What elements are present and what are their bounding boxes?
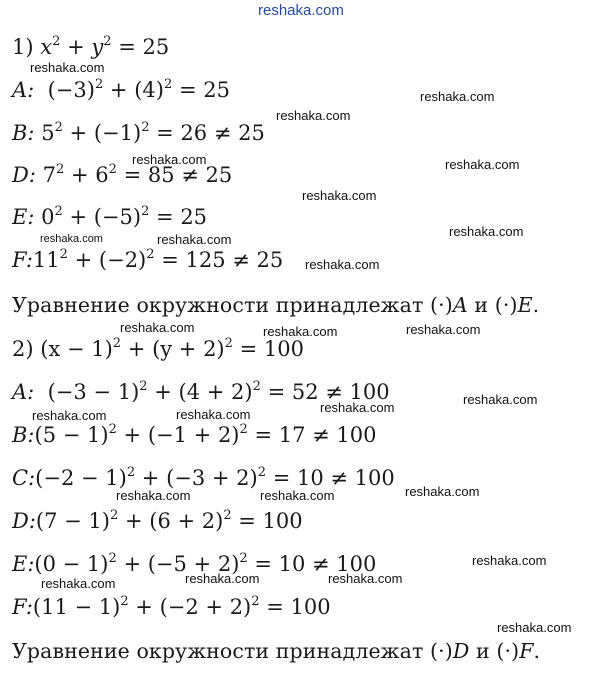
part1-point-b	[12, 120, 265, 146]
term-1: 0	[41, 205, 55, 229]
exponent: 2	[141, 204, 150, 219]
watermark: reshaka.com	[32, 408, 107, 423]
part2-point-f	[12, 594, 331, 620]
exponent: 2	[54, 120, 63, 135]
term-2: (6 + 2)	[149, 509, 224, 533]
point-name: E	[517, 293, 533, 317]
term-1: (−2 − 1)	[35, 466, 127, 490]
watermark: reshaka.com	[320, 400, 395, 415]
term-1: (0 − 1)	[34, 552, 109, 576]
exponent: 2	[52, 34, 61, 49]
exponent: 2	[94, 77, 104, 92]
watermark: reshaka.com	[263, 324, 338, 339]
watermark: reshaka.com	[497, 620, 572, 635]
operator: +	[69, 121, 88, 145]
var-x: x	[40, 35, 53, 59]
term-2: (−5)	[93, 205, 142, 229]
watermark: reshaka.com	[116, 488, 191, 503]
point-label: A:	[12, 78, 35, 102]
watermark: reshaka.com	[328, 571, 403, 586]
operator: +	[67, 35, 85, 59]
watermark: reshaka.com	[472, 553, 547, 568]
equation-rhs: = 100	[239, 337, 304, 361]
operator: +	[154, 380, 172, 404]
exponent: 2	[126, 465, 136, 480]
operator: +	[123, 423, 142, 447]
result: = 85 ≠ 25	[123, 163, 233, 187]
watermark: reshaka.com	[260, 488, 335, 503]
part1-point-e	[12, 204, 207, 230]
term-2: (−2 + 2)	[159, 595, 252, 619]
part2-point-b	[12, 422, 377, 448]
exponent: 2	[223, 508, 232, 523]
term-2: (−1 + 2)	[147, 423, 240, 447]
part1-point-f	[12, 247, 283, 273]
part1-conclusion	[12, 292, 539, 318]
period: .	[533, 639, 541, 663]
equation-rhs: = 25	[118, 35, 170, 59]
term-1: (−3 − 1)	[47, 380, 140, 404]
part-number: 2)	[12, 337, 34, 361]
term-1: (11 − 1)	[32, 595, 121, 619]
result: = 100	[266, 595, 331, 619]
point-label: F:	[12, 595, 33, 619]
exponent: 2	[59, 247, 68, 262]
result: = 10 ≠ 100	[272, 466, 395, 490]
result: = 125 ≠ 25	[161, 248, 284, 272]
exponent: 2	[103, 34, 112, 49]
part2-conclusion	[12, 638, 540, 664]
exponent: 2	[141, 120, 150, 135]
term-1: 5	[41, 121, 55, 145]
conjunction: и (·)	[469, 639, 520, 663]
exponent: 2	[146, 247, 155, 262]
exponent: 2	[163, 77, 173, 92]
watermark: reshaka.com	[449, 224, 524, 239]
watermark: reshaka.com	[302, 188, 377, 203]
exponent: 2	[109, 508, 119, 523]
point-label: F:	[12, 248, 33, 272]
exponent: 2	[108, 551, 117, 566]
term-2: (4)	[134, 78, 164, 102]
exponent: 2	[139, 379, 148, 394]
watermark: reshaka.com	[185, 571, 260, 586]
point-label: E:	[12, 205, 35, 229]
watermark: reshaka.com	[120, 320, 195, 335]
operator: +	[127, 337, 146, 361]
watermark: reshaka.com	[157, 232, 232, 247]
part2-point-d	[12, 508, 303, 534]
result: = 26 ≠ 25	[156, 121, 265, 145]
point-name: F	[519, 639, 534, 663]
watermark: reshaka.com	[258, 2, 344, 19]
watermark: reshaka.com	[132, 152, 207, 167]
term-1: 7	[42, 163, 56, 187]
point-name: D	[452, 639, 470, 663]
operator: +	[69, 205, 88, 229]
term-1: (x − 1)	[40, 337, 113, 361]
result: = 10 ≠ 100	[254, 552, 377, 576]
conclusion-text: Уравнение окружности принадлежат (·)	[12, 293, 453, 317]
part-number: 1)	[12, 35, 34, 59]
term-2: (y + 2)	[152, 337, 225, 361]
watermark: reshaka.com	[40, 233, 103, 245]
term-1: (5 − 1)	[34, 423, 109, 447]
operator: +	[74, 248, 93, 272]
operator: +	[135, 595, 153, 619]
term-2: (4 + 2)	[178, 380, 253, 404]
result: = 100	[238, 509, 303, 533]
point-label: A:	[12, 380, 35, 404]
point-label: E:	[12, 552, 35, 576]
watermark: reshaka.com	[276, 108, 351, 123]
exponent: 2	[224, 336, 233, 351]
period: .	[532, 293, 540, 317]
term-2: (−3 + 2)	[166, 466, 258, 490]
var-y: y	[91, 35, 104, 59]
operator: +	[141, 466, 160, 490]
watermark: reshaka.com	[41, 576, 116, 591]
exponent: 2	[257, 465, 267, 480]
part1-equation	[12, 34, 169, 60]
exponent: 2	[239, 422, 248, 437]
watermark: reshaka.com	[406, 322, 481, 337]
exponent: 2	[120, 594, 129, 609]
point-label: D:	[12, 509, 36, 533]
part2-point-c	[12, 465, 395, 491]
part1-point-a	[12, 77, 230, 103]
point-label: B:	[12, 121, 35, 145]
point-name: A	[452, 293, 468, 317]
term-2: (−2)	[98, 248, 147, 272]
watermark: reshaka.com	[405, 484, 480, 499]
watermark: reshaka.com	[445, 157, 520, 172]
exponent: 2	[108, 422, 117, 437]
operator: +	[109, 78, 128, 102]
exponent: 2	[239, 551, 248, 566]
part2-equation	[12, 336, 304, 362]
point-label: C:	[12, 466, 36, 490]
watermark: reshaka.com	[305, 257, 380, 272]
exponent: 2	[252, 379, 261, 394]
watermark: reshaka.com	[30, 60, 105, 75]
term-1: 11	[32, 248, 60, 272]
exponent: 2	[54, 204, 63, 219]
exponent: 2	[55, 162, 65, 177]
conclusion-text: Уравнение окружности принадлежат (·)	[12, 639, 453, 663]
operator: +	[70, 163, 89, 187]
exponent: 2	[112, 336, 122, 351]
exponent: 2	[108, 162, 117, 177]
result: = 25	[156, 205, 208, 229]
term-1: (7 − 1)	[35, 509, 110, 533]
conjunction: и (·)	[467, 293, 518, 317]
point-label: D:	[12, 163, 36, 187]
point-label: B:	[12, 423, 35, 447]
result: = 17 ≠ 100	[254, 423, 377, 447]
term-2: (−1)	[93, 121, 142, 145]
watermark: reshaka.com	[176, 407, 251, 422]
exponent: 2	[251, 594, 260, 609]
result: = 25	[178, 78, 230, 102]
term-1: (−3)	[47, 78, 95, 102]
term-2: (−5 + 2)	[147, 552, 240, 576]
term-2: 6	[95, 163, 109, 187]
watermark: reshaka.com	[463, 392, 538, 407]
operator: +	[123, 552, 142, 576]
watermark: reshaka.com	[420, 89, 495, 104]
result: = 52 ≠ 100	[267, 380, 390, 404]
operator: +	[124, 509, 143, 533]
